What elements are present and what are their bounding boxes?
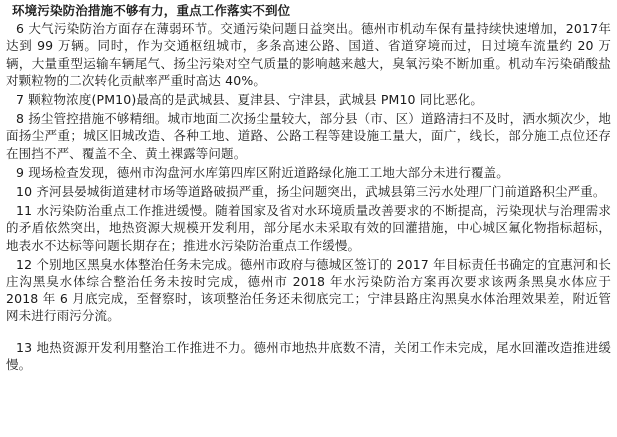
section-heading: 环境污染防治措施不够有力，重点工作落实不到位 [12,3,291,18]
paragraph-water-pollution: 11 水污染防治重点工作推进缓慢。随着国家及省对水环境质量改善要求的不断提高，污染现状与治理需求的矛盾依然突出，地热资源大规模开发利用，部分尾水未采取有效的回灌措施，中心城区氟化物指标超标，地表水不达标等问题长期存在；推进水污染防治重点工作缓慢。 [6,203,611,253]
paragraph-pm10: 7 颗粒物浓度(PM10)最高的是武城县、夏津县、宁津县，武城县 PM10 同比恶化。 [16,92,484,108]
paragraph-dust-control: 8 扬尘管控措施不够精细。城市地面二次扬尘量较大，部分县（市、区）道路清扫不及时，洒水频次少，地面扬尘严重；城区旧城改造、各种工地、道路、公路工程等建设施工量大，面广，线长，部分施工点位还存在围挡不严、覆盖不全、黄土裸露等问题。 [6,111,611,161]
paragraph-black-odorous-water: 12 个别地区黑臭水体整治任务未完成。德州市政府与德城区签订的 2017 年目标责任书确定的宜惠河和长庄沟黑臭水体综合整治任务未按时完成，德州市 2018 年水污染防治方案再次要求该两条黑臭水体应于 2018 年 6 月底完成，至督察时，该项整治任务还未彻底完工；宁津县路庄沟黑臭水体治理效果差，附近管网未进行雨污分流。 [6,256,611,324]
paragraph-site-inspection: 9 现场检查发现，德州市沟盘河水库第四库区附近道路绿化施工工地大部分未进行覆盖。 [16,164,509,180]
section-spacer [6,327,611,339]
paragraph-road-damage: 10 齐河县晏城街道建材市场等道路破损严重，扬尘问题突出，武城县第三污水处理厂门前道路积尘严重。 [16,184,606,200]
paragraph-air-pollution: 6 大气污染防治方面存在薄弱环节。交通污染问题日益突出。德州市机动车保有量持续快速增加，2017年达到 99 万辆。同时，作为交通枢纽城市，多条高速公路、国道、省道穿境而过，日过境车流量约 20 万辆，大量重型运输车辆尾气、扬尘污染对空气质量的影响越来越大，臭氧污染不断加重。机动车污染硝酸盐对颗粒物的二次转化贡献率严重时高达 40%。 [6,21,611,88]
paragraph-geothermal: 13 地热资源开发利用整治工作推进不力。德州市地热井底数不清，关闭工作未完成，尾水回灌改造推进缓慢。 [6,339,611,372]
